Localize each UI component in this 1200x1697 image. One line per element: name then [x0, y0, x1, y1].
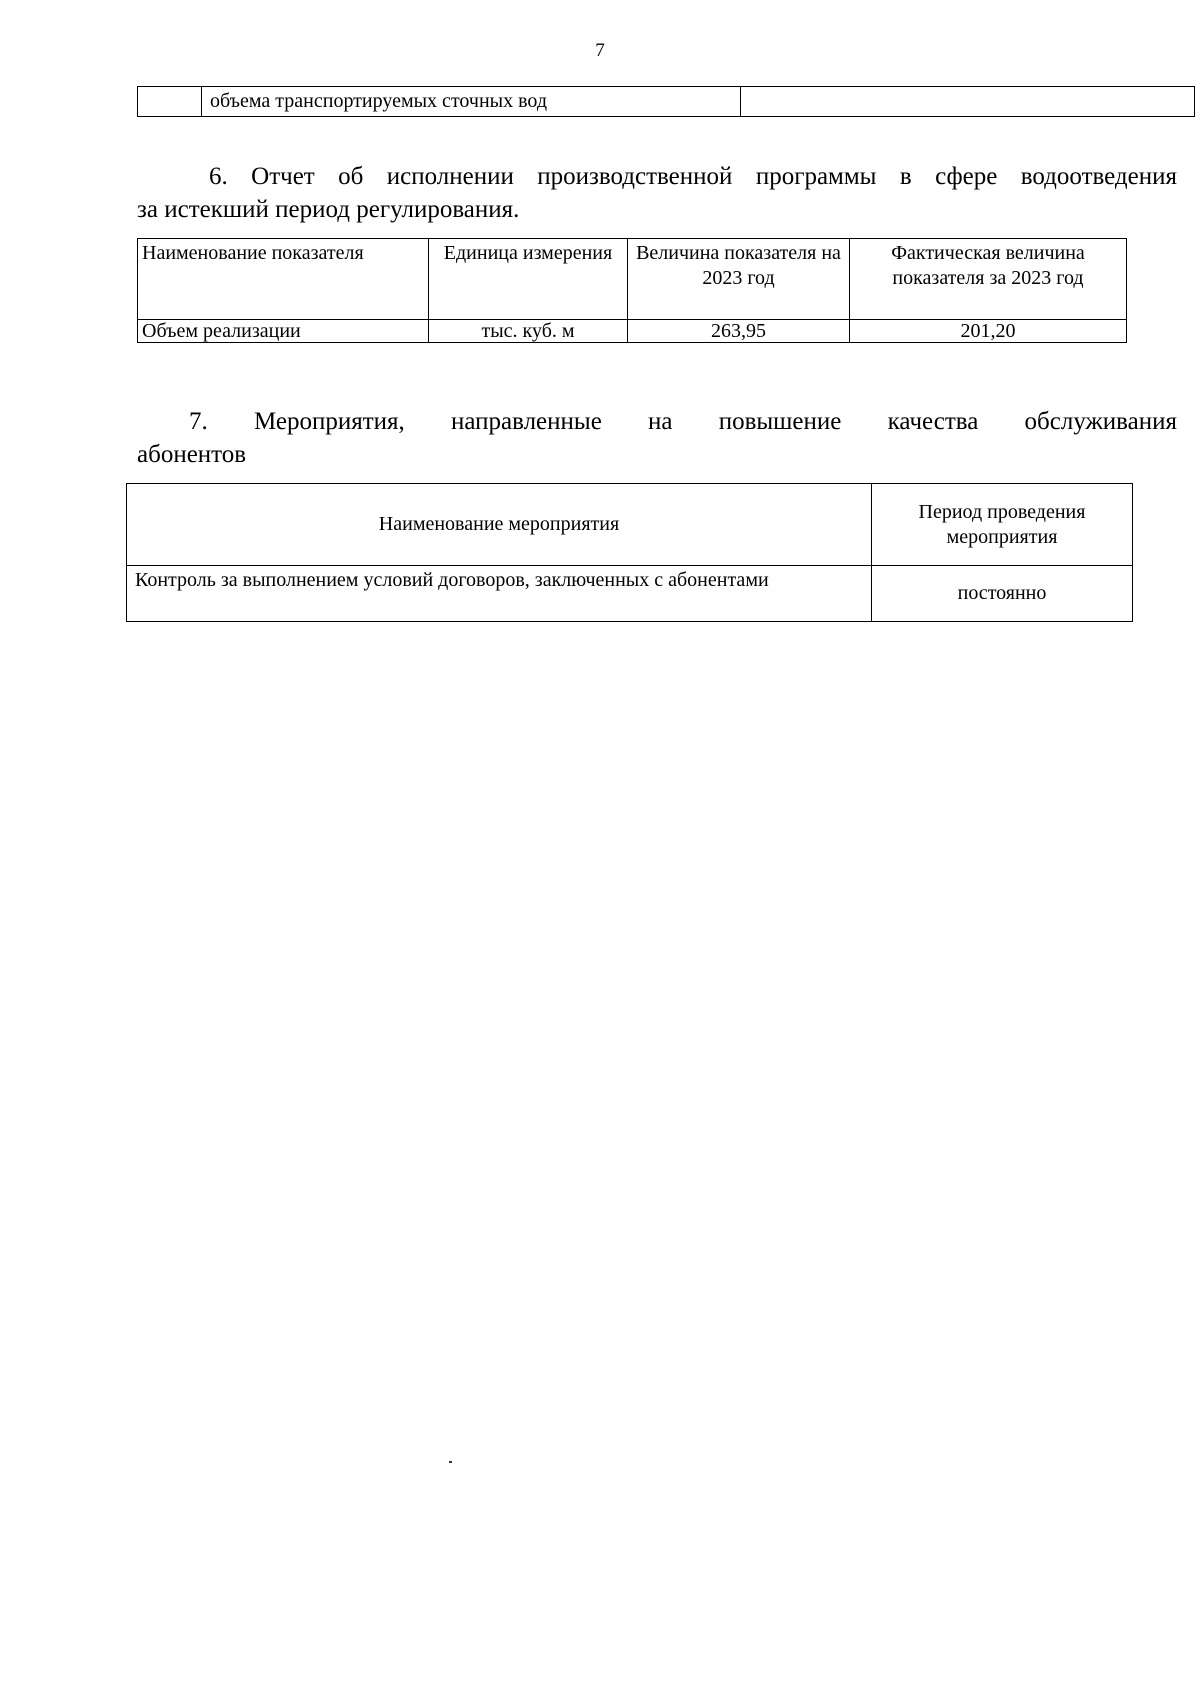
- table-cell: объема транспортируемых сточных вод: [202, 87, 741, 117]
- table-cell: тыс. куб. м: [429, 320, 628, 343]
- table-cell: Контроль за выполнением условий договоров, заключенных с абонентами: [127, 566, 872, 622]
- table-header-row: [127, 484, 1133, 566]
- header-cell-indicator: Наименование показателя: [138, 239, 429, 320]
- table-row: [138, 320, 1127, 343]
- header-cell-planned: Величина показателя на 2023 год: [628, 239, 850, 320]
- header-cell-unit: Единица измерения: [429, 239, 628, 320]
- table-cell-empty: [741, 87, 1195, 117]
- table-cell: 201,20: [850, 320, 1127, 343]
- production-program-table: [137, 238, 1127, 343]
- table-row: [138, 87, 1195, 117]
- section7-heading-line2: абонентов: [137, 441, 247, 468]
- section7-heading: [137, 405, 1177, 471]
- continuation-table: [137, 86, 1195, 117]
- stray-mark: [449, 1461, 452, 1463]
- table-row: [127, 566, 1133, 622]
- page-number: 7: [595, 40, 605, 61]
- section6-heading-line1: 6. Отчет об исполнении производственной программы в сфере водоотведения: [209, 163, 1177, 190]
- section7-heading-line1: 7. Мероприятия, направленные на повышение качества обслуживания: [189, 408, 1177, 435]
- header-cell-measure: Наименование мероприятия: [127, 484, 872, 566]
- section6-heading: [137, 160, 1177, 226]
- table-header-row: [138, 239, 1127, 320]
- table-cell: постоянно: [872, 566, 1133, 622]
- table-cell: Объем реализации: [138, 320, 429, 343]
- table-cell: 263,95: [628, 320, 850, 343]
- section6-heading-line2: за истекший период регулирования.: [137, 196, 520, 223]
- table-cell-empty: [138, 87, 202, 117]
- header-cell-period: Период проведения мероприятия: [872, 484, 1133, 566]
- header-cell-actual: Фактическая величина показателя за 2023 год: [850, 239, 1127, 320]
- measures-table: [126, 483, 1133, 622]
